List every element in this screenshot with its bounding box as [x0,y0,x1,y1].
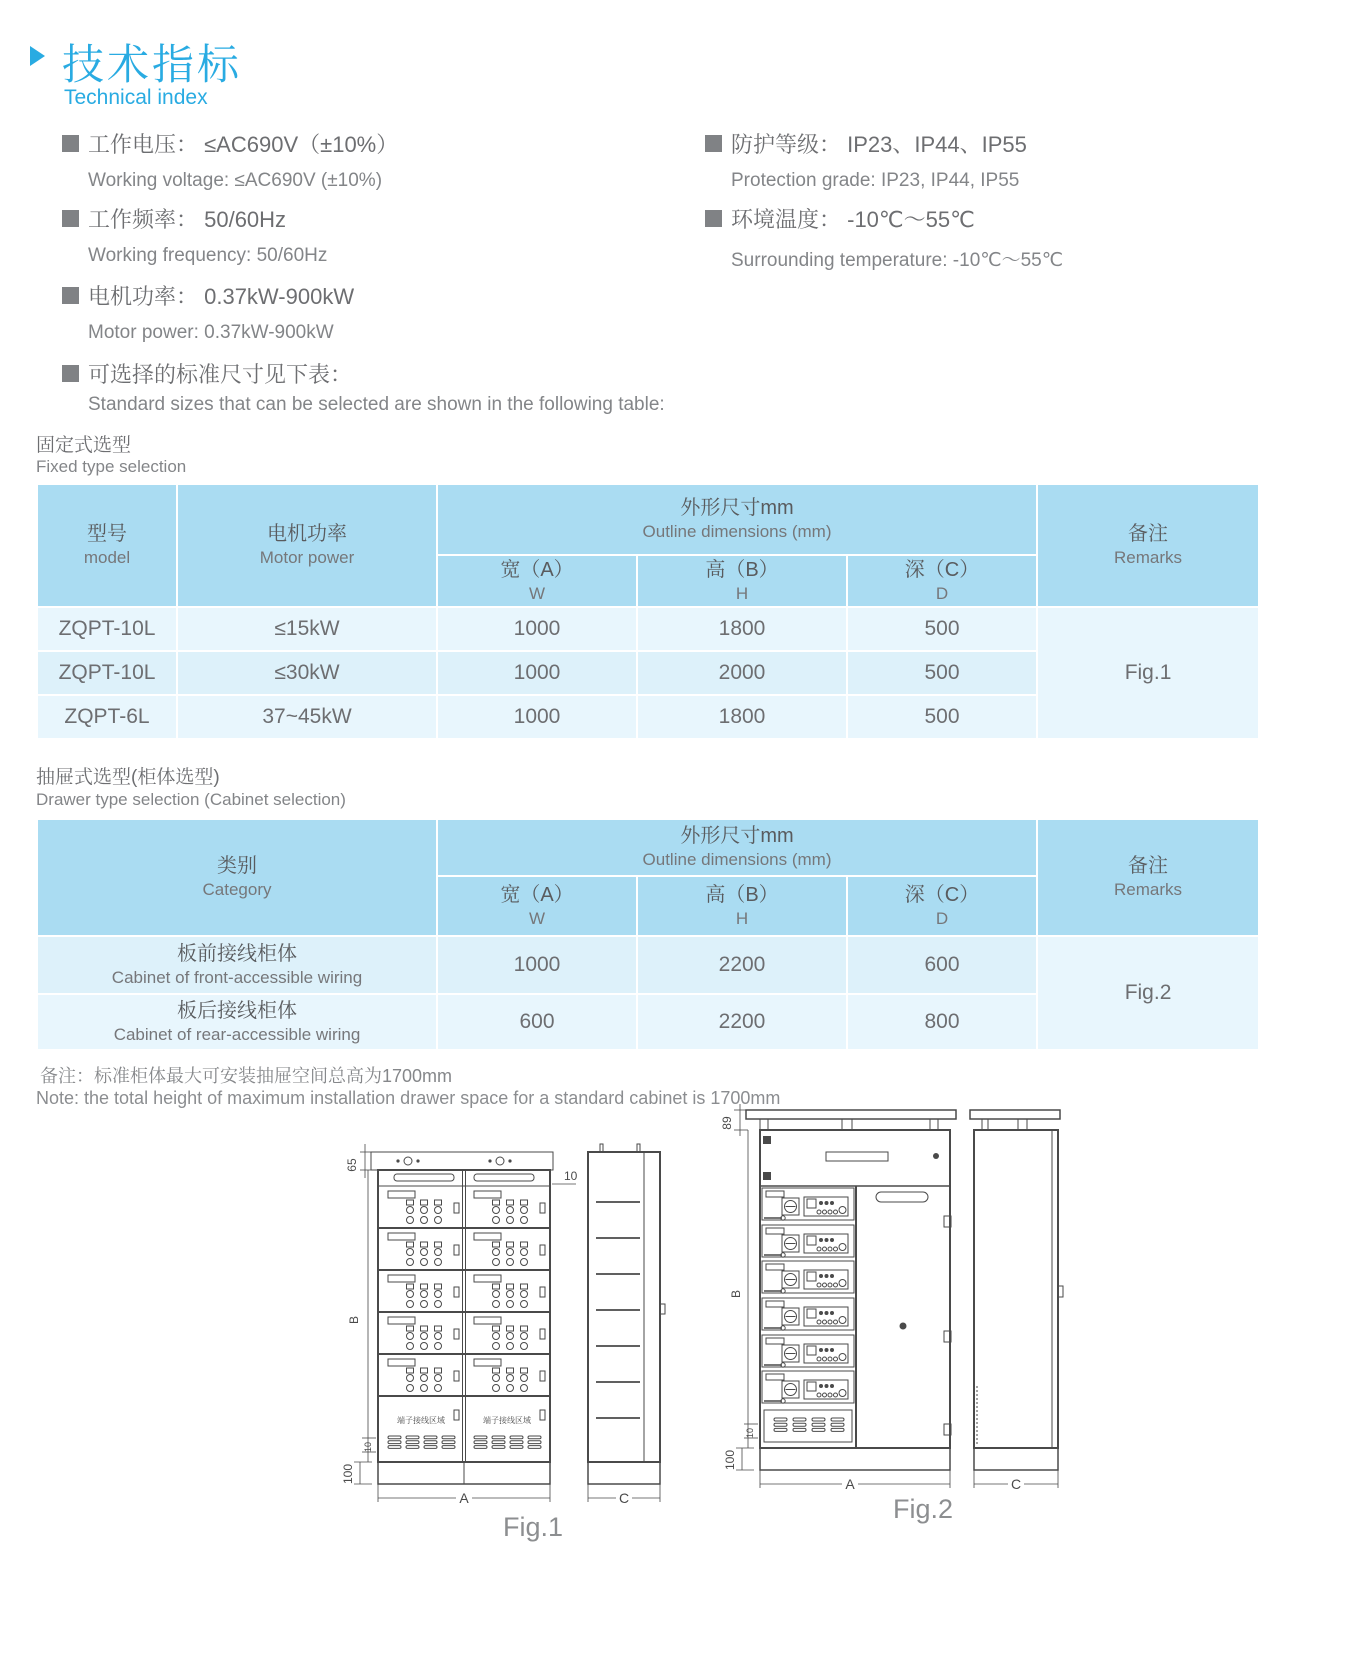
cell-remark: Fig.1 [1037,607,1259,739]
cell-model: ZQPT-10L [37,607,177,651]
category-cn: 板后接线柜体 [177,999,297,1022]
fig2-caption: Fig.2 [892,1494,954,1524]
header-cn: 电机功率 [267,523,347,546]
cell-remark: Fig.2 [1037,936,1259,1050]
cell-depth: 500 [847,651,1037,695]
header-en: Outline dimensions (mm) [642,850,832,870]
square-bullet-icon [62,135,79,152]
spec-en-text: Surrounding temperature: -10℃～55℃ [731,250,1064,271]
header-en: Motor power [259,548,355,568]
cell-depth: 800 [847,994,1037,1050]
col-header-width [437,555,637,607]
cell-depth: 500 [847,607,1037,651]
cell-height: 1800 [637,607,847,651]
cell-width: 1000 [437,936,637,994]
spec-cn-text: 工作频率： 50/60Hz [88,207,287,232]
col-header-depth [847,555,1037,607]
header-en: H [735,908,749,928]
cell-model: ZQPT-10L [37,651,177,695]
spec-motor-power [62,280,354,311]
col-header-remarks [1037,819,1259,936]
header-cn: 宽（A） [500,558,574,581]
header-en: Remarks [1114,548,1183,568]
cell-width: 1000 [437,651,637,695]
header-cn: 深（C） [904,558,980,581]
dim-label: 100 [341,1463,355,1485]
dim-label: 10 [564,1169,578,1183]
spec-en-text: Working voltage: ≤AC690V (±10%) [88,170,383,191]
dim-label: C [618,1490,630,1506]
spec-working-frequency [62,203,286,234]
header-cn: 高（B） [705,558,779,581]
drawer-type-table [36,818,1260,1051]
drawer-section-title-cn: 抽屉式选型(柜体选型) [36,767,220,788]
col-header-remarks [1037,484,1259,607]
fig1-side-view [588,1144,665,1484]
header-cn: 型号 [87,523,127,546]
category-en: Cabinet of front-accessible wiring [111,967,363,987]
spec-cn-text: 环境温度： -10℃～55℃ [731,207,975,232]
spec-cn-text: 电机功率： 0.37kW-900kW [88,284,355,309]
fig1-front-view [371,1152,553,1484]
header-cn: 高（B） [705,883,779,906]
col-header-outline-dimensions [437,819,1037,876]
spec-en-text: Motor power: 0.37kW-900kW [88,322,334,343]
cell-power: ≤30kW [177,651,437,695]
col-header-width [437,876,637,936]
fig2-front-view [746,1110,956,1470]
spec-cn-text: 工作电压： ≤AC690V（±10%） [88,132,399,157]
col-header-height [637,876,847,936]
cell-height: 2200 [637,936,847,994]
dim-label: 89 [720,1116,734,1130]
cell-depth: 600 [847,936,1037,994]
cell-power: ≤15kW [177,607,437,651]
spec-sizes-note [62,358,352,389]
spec-en-text: Protection grade: IP23, IP44, IP55 [731,170,1020,191]
dim-label: B [729,1289,743,1299]
spec-en-text: Working frequency: 50/60Hz [88,245,328,266]
table-row [37,936,1259,994]
header-cn: 备注 [1128,523,1169,546]
square-bullet-icon [705,210,722,227]
header-en: Remarks [1114,880,1183,900]
cell-height: 2000 [637,651,847,695]
category-en: Cabinet of rear-accessible wiring [113,1024,361,1044]
cell-height: 1800 [637,695,847,739]
cell-width: 1000 [437,695,637,739]
square-bullet-icon [705,135,722,152]
spec-cn-text: 可选择的标准尺寸见下表： [88,362,353,387]
cell-category [37,994,437,1050]
spec-surrounding-temperature [705,203,975,234]
terminal-area-label: 端子接线区域 [397,1416,445,1425]
spec-cn-text: 防护等级： IP23、IP44、IP55 [731,132,1027,157]
dim-label: A [459,1490,469,1506]
header-en: W [528,908,546,928]
cell-category [37,936,437,994]
cell-width: 600 [437,994,637,1050]
title-arrow-icon [30,46,45,66]
col-header-outline-dimensions [437,484,1037,555]
page-title: 技术指标 [62,41,243,88]
fig2-dimension-lines [734,1104,1058,1488]
col-header-model [37,484,177,607]
fig2-drawer-cabinet-drawing [718,1086,1068,1506]
col-header-category [37,819,437,936]
col-header-height [637,555,847,607]
dim-label: C [1010,1476,1022,1492]
header-cn: 类别 [217,855,257,878]
header-en: D [935,908,949,928]
header-en: Outline dimensions (mm) [642,522,832,542]
square-bullet-icon [62,365,79,382]
fixed-section-title-en: Fixed type selection [36,457,187,476]
header-cn: 深（C） [904,883,980,906]
square-bullet-icon [62,287,79,304]
spec-en-text: Standard sizes that can be selected are shown in the following table: [88,394,665,415]
fig1-caption: Fig.1 [502,1512,564,1542]
dim-label: A [845,1476,855,1492]
header-cn: 外形尺寸mm [680,497,794,520]
table-row [37,607,1259,651]
header-cn: 外形尺寸mm [680,825,794,848]
col-header-depth [847,876,1037,936]
header-en: model [83,548,131,568]
dim-label: 65 [345,1158,359,1172]
dim-label: 10 [745,1427,755,1439]
dim-label: 100 [723,1449,737,1471]
header-en: W [528,583,546,603]
fig1-dimension-labels [341,1158,629,1506]
dim-label: 10 [363,1441,373,1453]
dim-label: B [347,1315,361,1325]
fig1-fixed-cabinet-drawing [338,1122,688,1517]
drawer-section-title-en: Drawer type selection (Cabinet selection) [36,790,346,809]
fig2-side-view [970,1110,1063,1470]
cell-width: 1000 [437,607,637,651]
square-bullet-icon [62,210,79,227]
col-header-motor-power [177,484,437,607]
cabinet-note-cn: 备注：标准柜体最大可安装抽屉空间总高为1700mm [40,1066,453,1086]
header-cn: 宽（A） [500,883,574,906]
header-en: D [935,583,949,603]
spec-working-voltage [62,128,398,159]
category-cn: 板前接线柜体 [177,942,297,965]
terminal-area-label: 端子接线区域 [483,1416,531,1425]
header-cn: 备注 [1128,855,1169,878]
cabinet-note-en: Note: the total height of maximum installation drawer space for a standard cabinet is 1700mm [36,1088,781,1108]
header-en: Category [202,880,272,900]
header-en: H [735,583,749,603]
cell-power: 37~45kW [177,695,437,739]
page-subtitle: Technical index [64,86,208,109]
cell-model: ZQPT-6L [37,695,177,739]
fixed-type-table [36,483,1260,740]
spec-protection-grade [705,128,1027,159]
cell-height: 2200 [637,994,847,1050]
fixed-section-title-cn: 固定式选型 [36,435,132,456]
cell-depth: 500 [847,695,1037,739]
